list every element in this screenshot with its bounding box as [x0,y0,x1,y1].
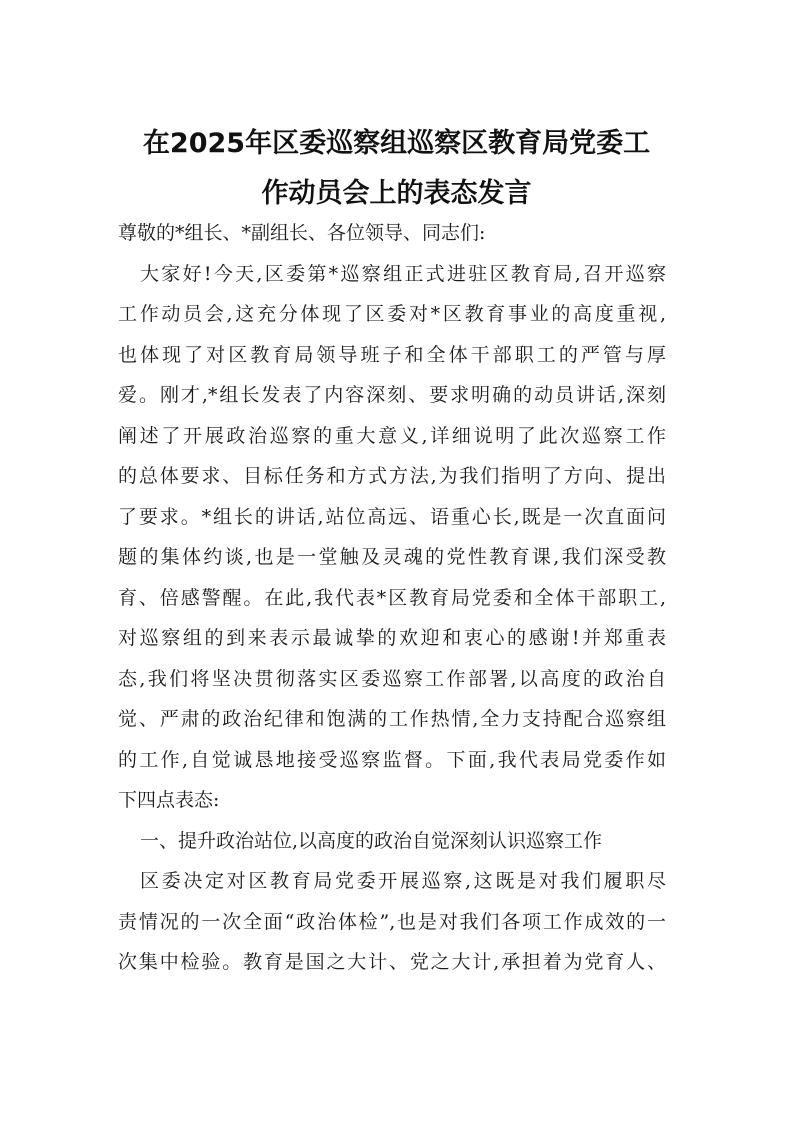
body-line: 的总体要求、目标任务和方式方法,为我们指明了方向、提出 [118,465,666,487]
body-line: 对巡察组的到来表示最诚挚的欢迎和衷心的感谢!并郑重表 [118,627,666,649]
body-line: 次集中检验。教育是国之大计、党之大计,承担着为党育人、 [118,951,666,973]
body-line: 的工作,自觉诚恳地接受巡察监督。下面,我代表局党委作如 [118,748,666,771]
body-line: 工作动员会,这充分体现了区委对*区教育事业的高度重视, [118,303,666,325]
body-line: 一、提升政治站位,以高度的政治自觉深刻认识巡察工作 [140,829,603,852]
document-title-line-2: 作动员会上的表态发言 [261,178,532,209]
document-title-line-1: 在2025年区委巡察组巡察区教育局党委工 [142,128,651,159]
body-line: 态,我们将坚决贯彻落实区委巡察工作部署,以高度的政治自 [118,667,666,690]
body-line: 阐述了开展政治巡察的重大意义,详细说明了此次巡察工作 [118,424,666,447]
body-line: 题的集体约谈,也是一堂触及灵魂的党性教育课,我们深受教 [118,546,666,568]
body-line: 区委决定对区教育局党委开展巡察,这既是对我们履职尽 [140,870,666,892]
body-line: 大家好!今天,区委第*巡察组正式进驻区教育局,召开巡察 [140,262,666,285]
body-line: 下四点表态: [118,789,220,811]
document-body [118,213,666,983]
body-line: 尊敬的*组长、*副组长、各位领导、同志们: [118,222,486,244]
body-line: 也体现了对区教育局领导班子和全体干部职工的严管与厚 [118,343,666,366]
body-line: 育、倍感警醒。在此,我代表*区教育局党委和全体干部职工, [118,586,666,609]
body-line: 责情况的一次全面“政治体检”,也是对我们各项工作成效的一 [118,910,666,933]
body-line: 爱。刚才,*组长发表了内容深刻、要求明确的动员讲话,深刻 [118,384,666,406]
body-line: 觉、严肃的政治纪律和饱满的工作热情,全力支持配合巡察组 [118,708,666,730]
body-line: 了要求。*组长的讲话,站位高远、语重心长,既是一次直面问 [118,505,666,528]
